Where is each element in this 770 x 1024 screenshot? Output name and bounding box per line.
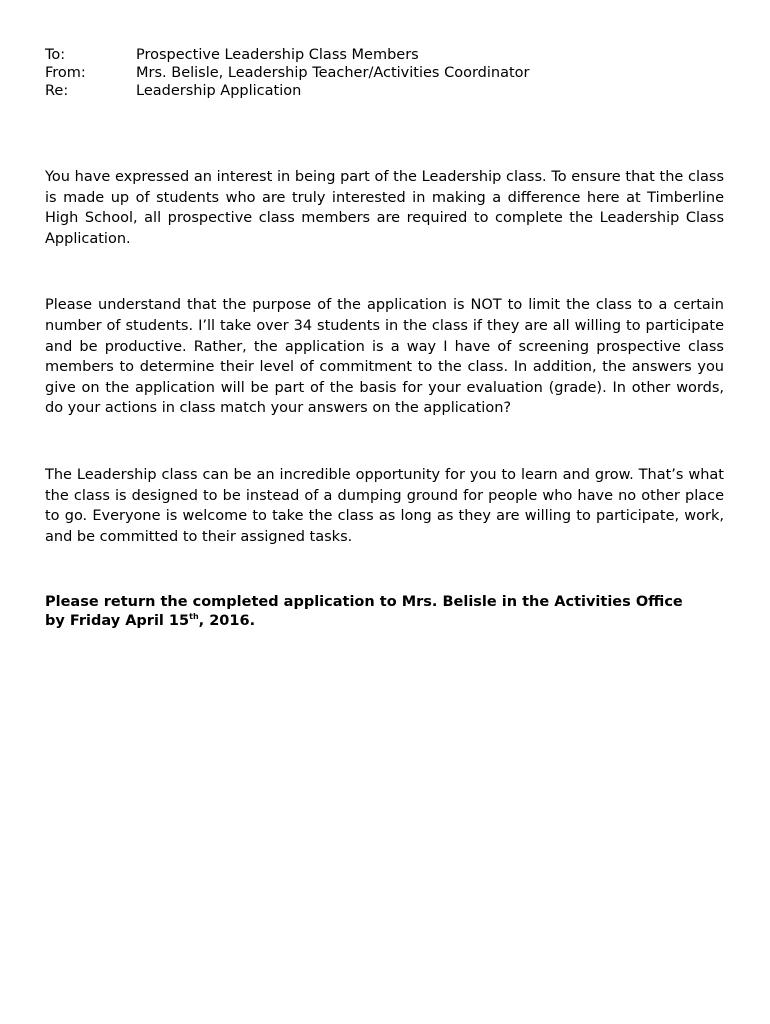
purpose-paragraph: Please understand that the purpose of the application is NOT to limit the class to a certain number of students. I’ll take over 34 students in the class if they are all willing to participate and be productive. Rather, the application is a way I have of screening prospective class members to determine their level of commitment to the class. In addition, the answers you give on the application will be part of the basis for your evaluation (grade). In other words, do your actions in class match your answers on the application? (45, 297, 724, 417)
due-date-ordinal-suffix: th (189, 612, 199, 622)
memo-re-label: Re: (45, 83, 69, 99)
memo-re-value: Leadership Application (136, 83, 302, 99)
memo-from-row (45, 64, 724, 82)
memo-header (45, 46, 724, 100)
memo-to-row (45, 46, 724, 64)
return-instructions-line2 (45, 612, 724, 631)
memo-from-label: From: (45, 65, 86, 81)
memo-from-value: Mrs. Belisle, Leadership Teacher/Activities Coordinator (136, 65, 530, 81)
due-date-text: by Friday April 15 (45, 613, 190, 630)
return-instructions-line1: Please return the completed application to Mrs. Belisle in the Activities Office (45, 594, 683, 611)
opportunity-paragraph: The Leadership class can be an incredible opportunity for you to learn and grow. That’s what the class is designed to be instead of a dumping ground for people who have no other place to go. Everyone is welcome to take the class as long as they are willing to participate, work, and be committed to their assigned tasks. (45, 466, 724, 545)
intro-paragraph: You have expressed an interest in being part of the Leadership class. To ensure that the class is made up of students who are truly interested in making a difference here at Timberline High School, all prospective class members are required to complete the Leadership Class Application. (45, 169, 724, 247)
memo-to-label: To: (45, 47, 66, 63)
memo-document (45, 46, 724, 631)
memo-to-value: Prospective Leadership Class Members (136, 47, 419, 63)
memo-re-row (45, 82, 724, 100)
due-date-year: , 2016. (198, 613, 256, 630)
return-instructions (45, 593, 724, 631)
